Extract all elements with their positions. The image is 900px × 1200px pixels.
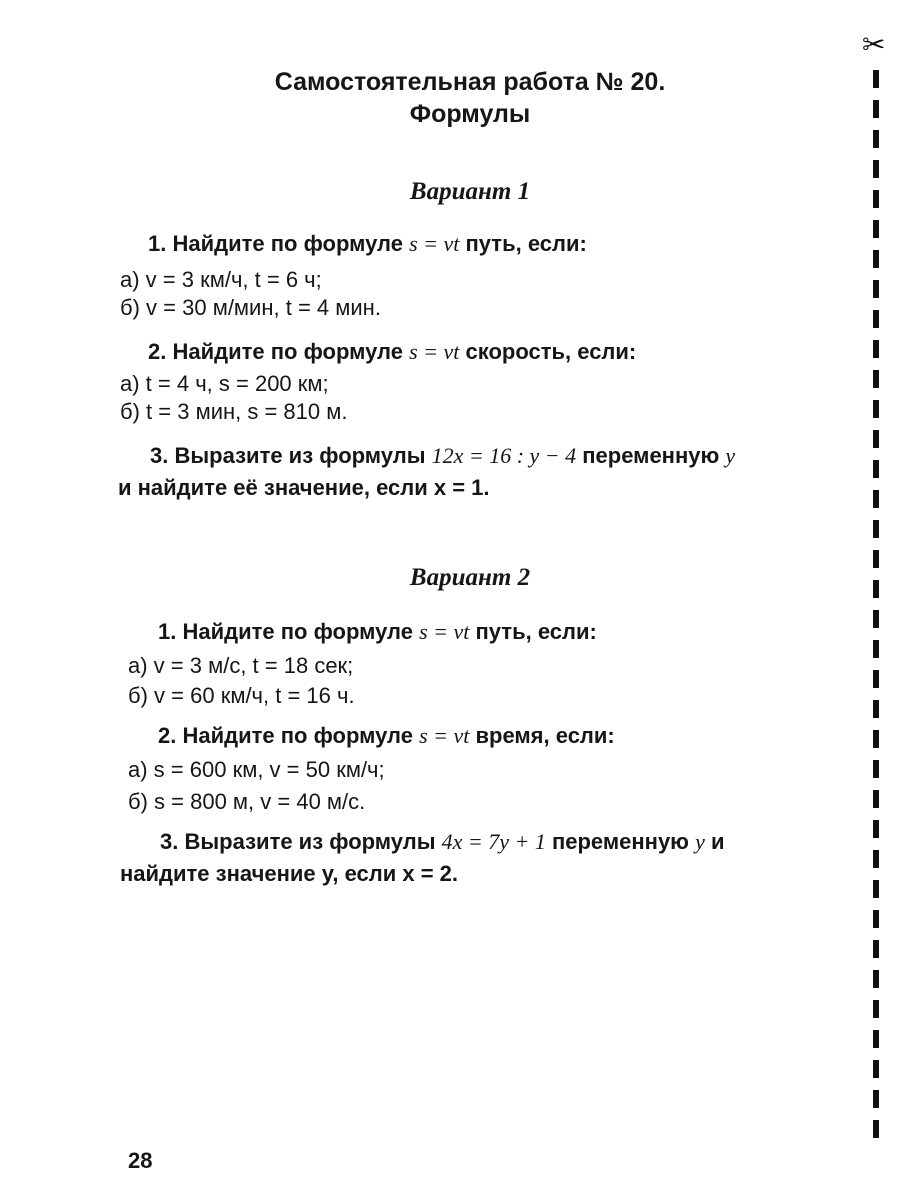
- v1-task3-number: 3.: [150, 443, 169, 468]
- v1-task2-option-b: б) t = 3 мин, s = 810 м.: [120, 399, 348, 424]
- v2-task2-post: время, если:: [469, 723, 615, 748]
- v1-task3-pre: Выразите из формулы: [174, 443, 432, 468]
- v2-task2-statement: [158, 722, 615, 750]
- v2-task3-formula: 4x = 7y + 1: [441, 829, 546, 854]
- v2-task2-option-b: б) s = 800 м, v = 40 м/с.: [128, 789, 366, 814]
- v2-task3-pre: Выразите из формулы: [184, 829, 442, 854]
- scissors-icon: ✂: [862, 28, 886, 61]
- v1-task3-var: y: [725, 443, 736, 468]
- v2-task3-statement: [160, 828, 725, 856]
- page-number: 28: [128, 1148, 153, 1173]
- variant-1-heading: Вариант 1: [409, 178, 531, 205]
- v2-task2-number: 2.: [158, 723, 177, 748]
- v2-task3-var: y: [695, 829, 705, 854]
- v1-task2-number: 2.: [148, 339, 167, 364]
- v1-task3-statement: [150, 442, 735, 470]
- v2-task1-option-a: а) v = 3 м/с, t = 18 сек;: [128, 653, 354, 678]
- v1-task2-post: скорость, если:: [459, 339, 637, 364]
- v1-task1-statement: [148, 230, 587, 258]
- v1-task1-pre: Найдите по формуле: [172, 231, 410, 256]
- v2-task3-line2: [120, 860, 458, 888]
- v1-task3-line2-text: и найдите её значение, если x = 1.: [118, 475, 490, 500]
- v1-task1-formula: s = vt: [409, 231, 460, 256]
- title-line-1: Самостоятельная работа № 20.: [274, 68, 666, 96]
- v1-task2-option-a: а) t = 4 ч, s = 200 км;: [120, 371, 329, 396]
- cut-line: [873, 70, 879, 1150]
- v2-task2-option-a: а) s = 600 км, v = 50 км/ч;: [128, 757, 385, 782]
- v1-task3-post: переменную: [576, 443, 726, 468]
- title-line-2: Формулы: [409, 100, 531, 128]
- v1-task3-line2: [118, 474, 490, 502]
- v2-task3-line2-text: найдите значение y, если x = 2.: [120, 861, 459, 886]
- v2-task1-post: путь, если:: [469, 619, 597, 644]
- v2-task3-number: 3.: [160, 829, 179, 854]
- v1-task1-option-a: а) v = 3 км/ч, t = 6 ч;: [120, 267, 322, 292]
- v1-task1-number: 1.: [148, 231, 167, 256]
- v1-task2-pre: Найдите по формуле: [172, 339, 410, 364]
- v1-task1-post: путь, если:: [459, 231, 587, 256]
- page-title: [200, 66, 740, 130]
- v1-task2-statement: [148, 338, 636, 366]
- v2-task1-pre: Найдите по формуле: [182, 619, 420, 644]
- v2-task1-formula: s = vt: [419, 619, 470, 644]
- v1-task2-formula: s = vt: [409, 339, 460, 364]
- v2-task3-post: переменную: [545, 829, 696, 854]
- v2-task2-formula: s = vt: [419, 723, 470, 748]
- v1-task1-option-b: б) v = 30 м/мин, t = 4 мин.: [120, 295, 381, 320]
- v2-task2-pre: Найдите по формуле: [182, 723, 420, 748]
- variant-2-heading: Вариант 2: [409, 564, 531, 591]
- v2-task3-tail: и: [704, 829, 725, 854]
- v1-task3-formula: 12x = 16 : y − 4: [431, 443, 577, 468]
- v2-task1-option-b: б) v = 60 км/ч, t = 16 ч.: [128, 683, 355, 708]
- v2-task1-statement: [158, 618, 597, 646]
- v2-task1-number: 1.: [158, 619, 177, 644]
